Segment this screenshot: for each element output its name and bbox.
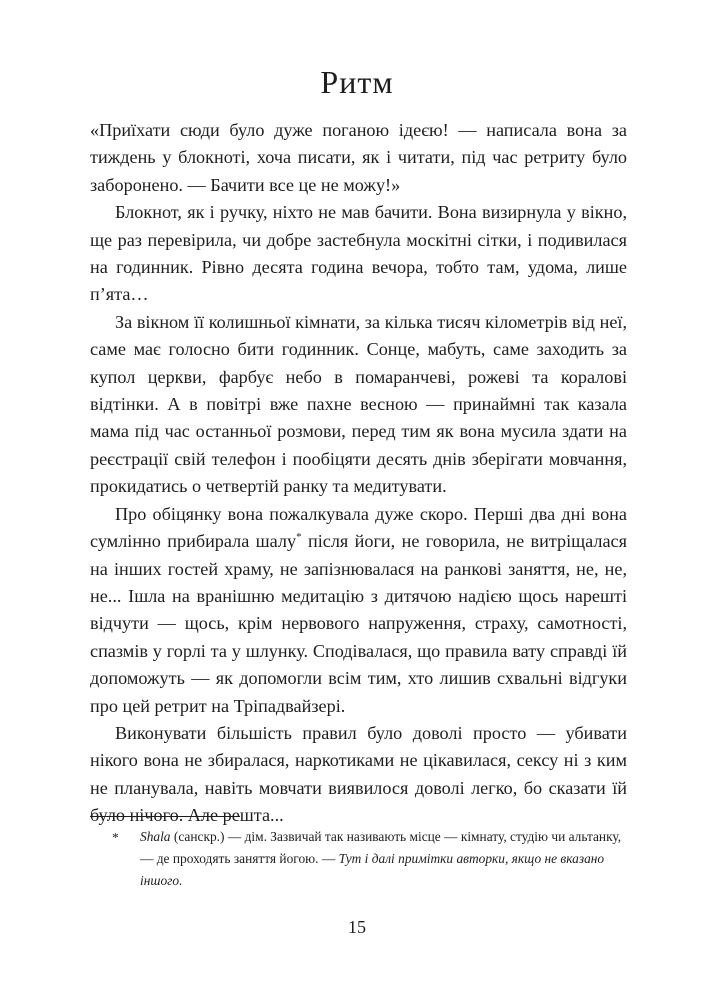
footnote-divider	[90, 816, 240, 817]
footnote-marker: *	[112, 830, 119, 845]
paragraph-1: «Приїхати сюди було дуже поганою ідеєю! — написала вона за тиждень у блокноті, хоча писати, як і читати, під час ретриту було заборонено. — Бачити все це не можу!»	[90, 120, 627, 195]
body-text	[90, 117, 627, 830]
paragraph-4-end: після йоги, не говорила, не витріщалася на інших гостей храму, не запізнювалася на ранкові заняття, не, не, не... Ішла на вранішню медитацію з дитячою надією щось нарешті відчути — щось, крім нервового напруження, страху, самотності, спазмів у горлі та у шлунку. Сподівалася, що правила вату справді їй допоможуть — як допомогли всім тим, хто лишив схвальні відгуки про цей ретрит на Тріпадвайзері.	[90, 531, 627, 716]
footnote	[112, 826, 628, 892]
paragraph-4	[90, 501, 627, 720]
footnote-definition: (санскр.) — дім. Зазвичай так називають місце — кімнату, студію чи альтанку, — де проходять заняття йогою. —	[140, 829, 622, 866]
paragraph-4-start: Про обіцянку вона пожалкувала дуже скоро. Перші два дні вона сумлінно прибирала шалу	[90, 503, 627, 552]
paragraph-3: За вікном її колишньої кімнати, за кілька тисяч кілометрів від неї, саме має голосно бити годинник. Сонце, мабуть, саме заходить за купол церкви, фарбує небо в помаранчеві, рожеві та коралові відтінки. А в повітрі вже пахне весною — принаймні так казала мама під час останньої розмови, перед тим як вона мусила здати на реєстрації свій телефон і пообіцяти десять днів зберігати мовчання, прокидатись о четвертій ранку та медитувати.	[90, 311, 627, 497]
paragraph-2: Блокнот, як і ручку, ніхто не мав бачити. Вона визирнула у вікно, ще раз перевірила, чи добре застебнула москітні сітки, і подивилася на годинник. Рівно десята година вечора, тобто там, удома, лише п’ята…	[90, 202, 627, 305]
page-number: 15	[348, 917, 366, 937]
footnote-term: Shala	[140, 829, 171, 844]
chapter-title: Ритм	[320, 64, 394, 100]
footnote-reference[interactable]: *	[296, 531, 302, 544]
footnote-author-note: Тут і далі примітки авторки, якщо не вказано іншого.	[140, 851, 605, 888]
paragraph-5: Виконувати більшість правил було доволі просто — убивати нікого вона не збиралася, наркотиками не цікавилася, сексу ні з ким не планувала, навіть мовчати виявилося доволі легко, бо сказати їй було нічого. Але решта...	[90, 722, 627, 826]
